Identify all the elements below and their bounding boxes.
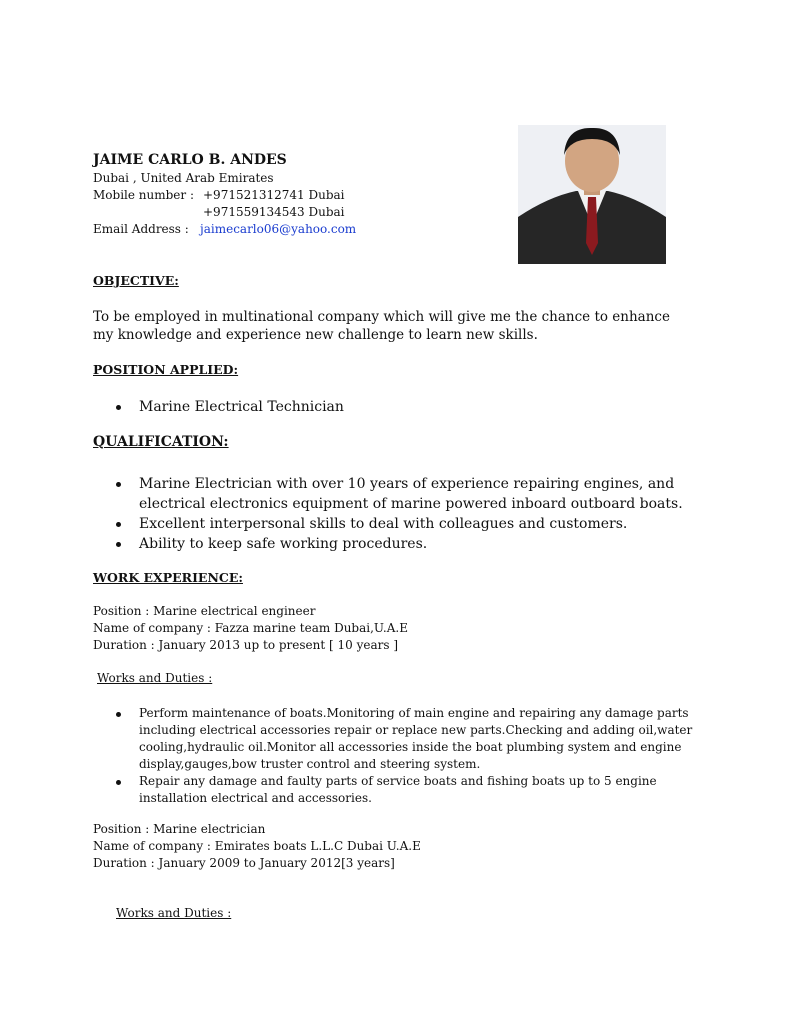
- job-1-duties-label: Works and Duties :: [97, 671, 213, 685]
- work-experience-heading: WORK EXPERIENCE:: [93, 570, 243, 585]
- list-item: Excellent interpersonal skills to deal with colleagues and customers.: [93, 514, 693, 534]
- job-1-duration: Duration : January 2013 up to present [ 10 years ]: [93, 638, 399, 652]
- email-link[interactable]: jaimecarlo06@yahoo.com: [200, 222, 357, 236]
- qualification-heading: QUALIFICATION:: [93, 434, 229, 450]
- qualification-list: [93, 474, 693, 554]
- mobile-number-2: +971559134543 Dubai: [203, 205, 345, 219]
- objective-heading: OBJECTIVE:: [93, 273, 179, 288]
- job-1-company: Name of company : Fazza marine team Dubai,U.A.E: [93, 621, 408, 635]
- job-2-company: Name of company : Emirates boats L.L.C Dubai U.A.E: [93, 839, 421, 853]
- mobile-number-1: +971521312741 Dubai: [203, 188, 345, 202]
- list-item: Marine Electrical Technician: [93, 397, 693, 417]
- location: Dubai , United Arab Emirates: [93, 171, 274, 185]
- job-2-duration: Duration : January 2009 to January 2012[3 years]: [93, 856, 395, 870]
- list-item: Perform maintenance of boats.Monitoring of main engine and repairing any damage parts including electrical accessories repair or replace new parts.Checking and adding oil,water cooling,hydraulic oil.Monitor all accessories inside the boat plumbing system and engine display,gauges,bow truster control and steering system.: [93, 705, 693, 773]
- email-label: Email Address :: [93, 222, 189, 236]
- list-item: Ability to keep safe working procedures.: [93, 534, 693, 554]
- mobile-label: Mobile number :: [93, 188, 194, 202]
- job-1-position: Position : Marine electrical engineer: [93, 604, 316, 618]
- candidate-name: JAIME CARLO B. ANDES: [93, 152, 287, 168]
- job-1-duties-list: [93, 705, 693, 807]
- position-applied-heading: POSITION APPLIED:: [93, 362, 239, 377]
- job-2-duties-label: Works and Duties :: [116, 906, 232, 920]
- objective-text: To be employed in multinational company which will give me the chance to enhance my knowledge and experience new challenge to learn new skills.: [93, 309, 670, 343]
- list-item: Marine Electrician with over 10 years of experience repairing engines, and electrical electronics equipment of marine powered inboard outboard boats.: [93, 474, 693, 514]
- list-item: Repair any damage and faulty parts of service boats and fishing boats up to 5 engine installation electrical and accessories.: [93, 773, 693, 807]
- profile-photo: [518, 125, 666, 264]
- position-applied-list: [93, 397, 693, 417]
- job-2-position: Position : Marine electrician: [93, 822, 266, 836]
